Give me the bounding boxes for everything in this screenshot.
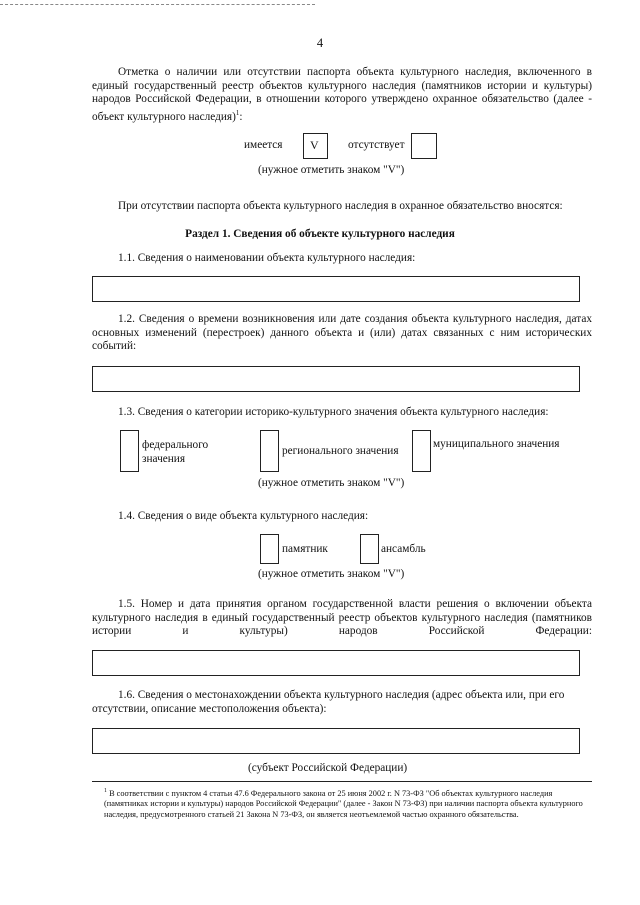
section-title: Раздел 1. Сведения об объекте культурного наследия [185,228,455,240]
footnote-text: В соответствии с пунктом 4 статьи 47.6 Федерального закона от 25 июня 2002 г. N 73-ФЗ "Об объектах культурного наследия (памятниках истории и культуры) народов Российской Федерации" (далее - Закон N 73-ФЗ) при наличии паспорта объекта культурного наследия, предусмотренного статьей 21 Закона N 73-ФЗ, он является неотъемлемой частью охранного обязательства. [104,788,583,819]
name-field[interactable] [92,276,580,302]
location-field[interactable] [92,728,580,754]
type-monument-checkbox[interactable] [260,534,279,564]
item-1-5-label: 1.5. Номер и дата принятия органом государственной власти решения о включении объекта культурного наследия в единый государственный реестр объектов культурного наследия (памятников истории и культуры) народов Российской Федерации: [92,598,592,638]
passport-intro-paragraph: Отметка о наличии или отсутствии паспорта объекта культурного наследия, включенного в единый государственный реестр объектов культурного наследия (памятников истории и культуры) народов Российской Федерации, в отношении которого утверждено охранное обязательство (далее - объект культурного наследия)$^1$: [92,66,592,123]
top-dashed-line [0,4,315,5]
footnote-separator [92,781,592,782]
passport-absent-checkbox[interactable] [411,133,437,159]
footnote-mark: 1 [104,788,107,794]
passport-present-checkbox[interactable] [303,133,328,159]
category-municipal-checkbox[interactable] [412,430,431,472]
page-number: 4 [316,36,324,50]
category-federal-label-line-2: значения [142,453,186,465]
absent-note: При отсутствии паспорта объекта культурного наследия в охранное обязательство вносятся: [118,200,563,212]
registry-decision-field[interactable] [92,650,580,676]
type-ensemble-label: ансамбль [381,543,426,555]
category-regional-checkbox[interactable] [260,430,279,472]
type-monument-label: памятник [282,543,328,555]
category-regional-label: регионального значения [282,445,399,457]
dates-field[interactable] [92,366,580,392]
passport-hint: (нужное отметить знаком "V") [258,164,405,176]
item-1-6-label: 1.6. Сведения о местонахождении объекта культурного наследия (адрес объекта или, при его отсутствии, описание местоположения объекта): [92,689,565,715]
subject-caption: (субъект Российской Федерации) [248,762,408,774]
passport-present-mark: V [310,138,319,152]
category-municipal-label: муниципального значения [433,438,560,450]
type-hint: (нужное отметить знаком "V") [258,568,405,580]
item-1-2-label: 1.2. Сведения о времени возникновения или дате создания объекта культурного наследия, датах основных изменений (перестроек) данного объекта и (или) датах связанных с ним исторических событий: [92,313,592,353]
item-1-4-label: 1.4. Сведения о виде объекта культурного наследия: [118,510,369,522]
passport-absent-label: отсутствует [348,139,405,151]
category-federal-checkbox[interactable] [120,430,139,472]
category-federal-label-line-1: федерального [142,439,209,451]
passport-intro-text: Отметка о наличии или отсутствии паспорта объекта культурного наследия, включенного в единый государственный реестр объектов культурного наследия (памятников истории и культуры) народов Российской Федерации, в отношении которого утверждено охранное обязательство (далее - объект культурного наследия) [92,66,592,123]
footnote [104,786,592,821]
passport-present-label: имеется [244,139,283,151]
footnote-ref: 1 [235,108,240,117]
item-1-1-label: 1.1. Сведения о наименовании объекта культурного наследия: [118,252,416,264]
category-hint: (нужное отметить знаком "V") [258,477,405,489]
type-ensemble-checkbox[interactable] [360,534,379,564]
category-federal-label [142,438,208,466]
item-1-3-label: 1.3. Сведения о категории историко-культурного значения объекта культурного наследия: [118,406,549,418]
